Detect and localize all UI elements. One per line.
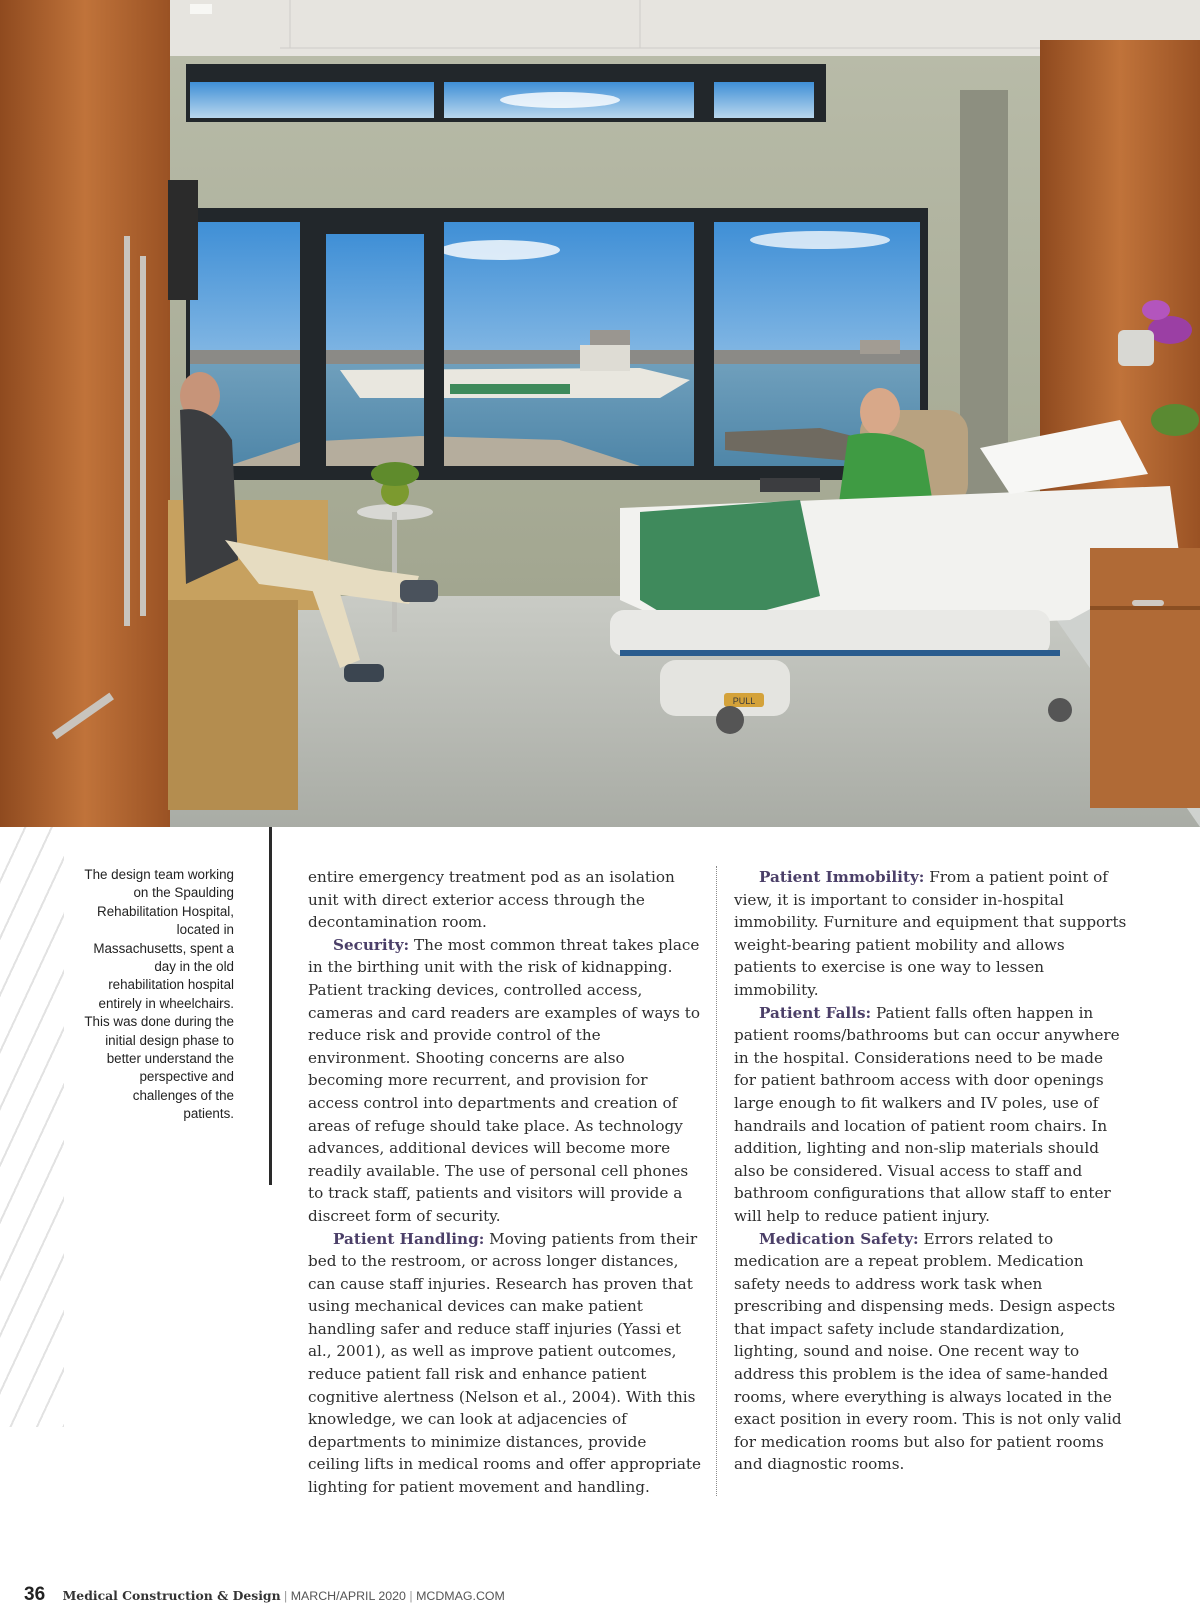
subhead-security: Security: <box>333 935 410 954</box>
subhead-patient-falls: Patient Falls: <box>759 1003 872 1022</box>
patient-immobility-text: From a patient point of view, it is important to consider in-hospital immobility. Furniture and equipment that supports weight-bearing patient mobility and allows patients to exercise is one way to lessen immobility. <box>734 868 1127 999</box>
patient-handling-text: Moving patients from their bed to the restroom, or across longer distances, can cause staff injuries. Research has proven that using mechanical devices can make patient handling safer and reduce staff injuries (Yassi et al., 2001), as well as improve patient outcomes, reduce patient fall risk and enhance patient cognitive alertness (Nelson et al., 2004). With this knowledge, we can look at adjacencies of departments to minimize distances, provide ceiling lifts in medical rooms and offer appropriate lighting for patient movement and handling. <box>308 1229 701 1497</box>
subhead-medication-safety: Medication Safety: <box>759 1229 919 1248</box>
page-number: 36 <box>24 1584 46 1605</box>
footer-separator: | <box>284 1589 288 1603</box>
article-column-right <box>734 866 1128 1476</box>
publication-name: Medical Construction & Design <box>62 1588 281 1603</box>
paragraph-medication-safety <box>734 1228 1128 1477</box>
website-link[interactable]: MCDMAG.COM <box>416 1589 505 1603</box>
subhead-patient-immobility: Patient Immobility: <box>759 868 925 886</box>
security-text: The most common threat takes place in the birthing unit with the risk of kidnapping. Patient tracking devices, controlled access, cameras and card readers are examples of ways to reduce risk and provide control of the environment. Shooting concerns are also becoming more recurrent, and provision for access control into departments and creation of areas of refuge should take place. As technology advances, additional devices will become more readily available. The use of personal cell phones to track staff, patients and visitors will provide a discreet form of security. <box>308 935 700 1225</box>
bed-pull-label: PULL <box>732 696 756 706</box>
page-footer <box>24 1584 505 1606</box>
caption-rule <box>269 827 272 1185</box>
patient-falls-text: Patient falls often happen in patient rooms/bathrooms but can occur anywhere in the hospital. Considerations need to be made for patient bathroom access with door openings large enough to fit walkers and IV poles, use of handrails and location of patient room chairs. In addition, lighting and non-slip materials should also be considered. Visual access to staff and bathroom configurations that allow staff to enter will help to reduce patient injury. <box>734 1003 1120 1225</box>
paragraph-patient-immobility <box>734 866 1128 1002</box>
decorative-stripes <box>0 827 64 1427</box>
subhead-patient-handling: Patient Handling: <box>333 1229 485 1248</box>
paragraph-continuation: entire emergency treatment pod as an isolation unit with direct exterior access through the decontamination room. <box>308 868 675 932</box>
article-column-left <box>308 866 702 1499</box>
medication-safety-text: Errors related to medication are a repeat problem. Medication safety needs to address work task when prescribing and dispensing meds. Design aspects that impact safety include standardization, lighting, sound and noise. One recent way to address this problem is the idea of same-handed rooms, where everything is always located in the exact position in every room. This is not only valid for medication rooms but also for patient rooms and diagnostic rooms. <box>734 1229 1122 1474</box>
paragraph-patient-falls <box>734 1002 1128 1228</box>
paragraph-patient-handling <box>308 1228 702 1499</box>
column-divider <box>716 866 717 1496</box>
paragraph-security <box>308 934 702 1228</box>
footer-separator: | <box>409 1589 413 1603</box>
photo-caption: The design team working on the Spaulding Rehabilitation Hospital, located in Massachusetts, spent a day in the old rehabilitation hospital entirely in wheelchairs. This was done during the initial design phase to better understand the perspective and challenges of the patients. <box>84 867 234 1122</box>
issue-date: MARCH/APRIL 2020 <box>290 1589 406 1603</box>
